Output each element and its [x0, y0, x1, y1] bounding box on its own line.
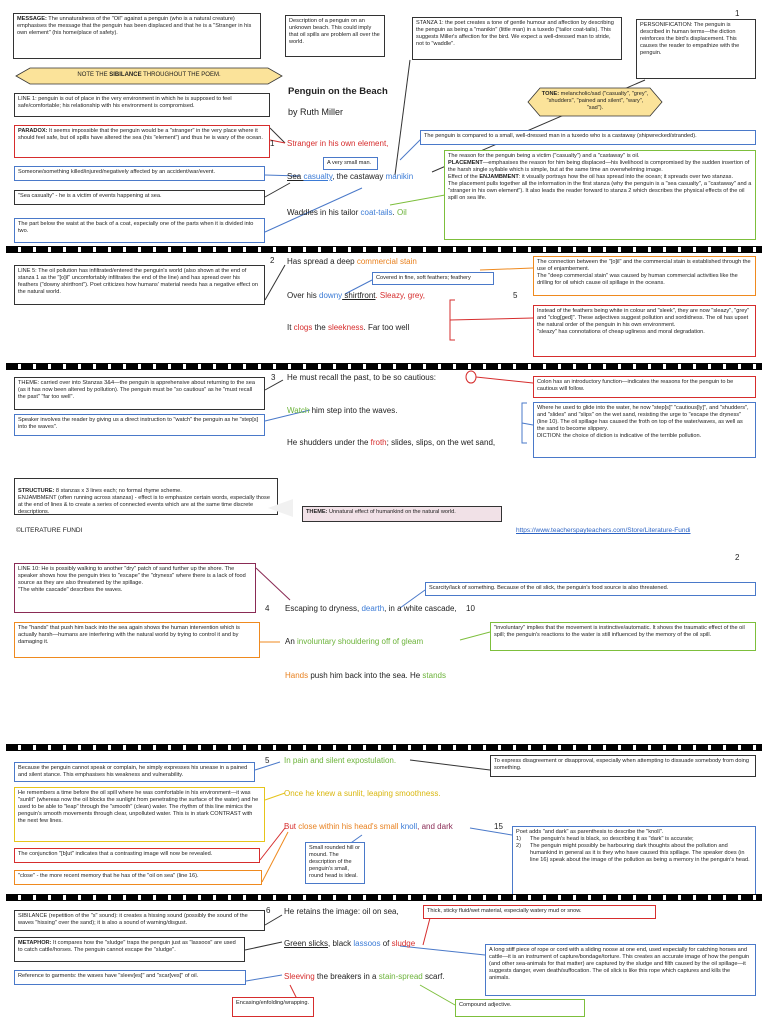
line-number-1: 1	[270, 139, 275, 148]
message-label: MESSAGE:	[17, 16, 47, 22]
poem-line-4: Has spread a deep commercial stain	[287, 257, 417, 266]
downy-definition: Covered in fine, soft feathers; feathery	[372, 272, 494, 285]
line-number-5: 5	[513, 291, 518, 300]
poem-line-17: Green slicks, black lassoos of sludge	[284, 939, 416, 948]
paradox-note: PARADOX: It seems impossible that the penguin would be a "stranger" in the very place where it should feel safe, but oil spills have altered the sea (his "element") and thus he is wary of the ocean.	[14, 125, 270, 158]
casualty-definition: Someone/something killed/injured/negatively affected by an accident/war/event.	[14, 166, 265, 181]
poem-title: Penguin on the Beach	[288, 86, 388, 97]
poem-line-10: Escaping to dryness, dearth, in a white cascade,	[285, 604, 457, 613]
poem-author: by Ruth Miller	[288, 107, 344, 117]
line-number-10: 10	[466, 604, 475, 613]
copyright-text: ©LITERATURE FUNDI	[16, 527, 83, 534]
connection-note: The connection between the "[o]il" and the commercial stain is established through the use of enjambement. The "deep commercial stain" was caused by human commercial activities like the drilling for oil which cause oil spillage in the oceans.	[533, 256, 756, 296]
page-number-1: 1	[735, 9, 740, 18]
expostulation-definition: To express disagreement or disapproval, especially when attempting to dissuade somebody from doing something.	[490, 755, 756, 777]
oil-reason-note: The reason for the penguin being a victim ("casualty") and a "castaway" is oil. PLACEMENT—emphasises the reason for him being displaced—his livelihood is compromised by the sudden insertion of the harsh single syllable which is simple, but at the same time an overwhelming image. Effect of the ENJAMBMENT: it visually portrays how the oil has spread into the ocean; it spreads over two stanzas. The placement pulls together all the information in the first stanza (why the penguin is a "sea casualty", a "castaway" and a "stranger in his own element"). It also leads the reader forward to stanza 2 which describes the physical effects of the oil spill on sea life.	[444, 150, 756, 240]
poem-line-9: He shudders under the froth; slides, slips, on the wet sand,	[287, 438, 496, 447]
divider-strip	[6, 363, 762, 370]
poem-line-2: Sea casualty, the castaway manikin	[287, 172, 414, 181]
dearth-definition: Scarcity/lack of something. Because of the oil slick, the penguin's food source is also threatened.	[425, 582, 756, 596]
poem-line-6: It clogs the sleekness. Far too well	[287, 323, 410, 332]
sea-casualty-note: "Sea casualty" - he is a victim of events happening at sea.	[14, 190, 265, 205]
parenthesis-note: Poet adds "and dark" as parenthesis to describe the "knoll". 1) The penguin's head is black, so describing it as "dark" is accurate; 2) The penguin might possibly be harbouring dark thoughts about the pollution and humankind in general as it is they who have caused this spillage. The speaker does (in line 16) speak about the image of the pollution as being a memory in the penguin's head.	[512, 826, 756, 896]
manikin-definition: A very small man.	[323, 157, 378, 170]
sibilance-banner: NOTE THE SIBILANCE THROUGHOUT THE POEM.	[77, 72, 221, 78]
tone-banner: TONE: melancholic/sad ("casualty", "grey", "shudders", "pained and silent", "wary", "sad").	[541, 91, 649, 111]
divider-strip	[6, 246, 762, 253]
poem-line-18: Sleeving the breakers in a stain-spread scarf.	[284, 972, 445, 981]
line10-note: LINE 10: He is possibly walking to another "dry" patch of sand further up the shore. The speaker shows how the penguin tries to "escape" the "dryness" where there is a lack of food source as they are also threatened by the spillage. "The white cascade" describes the waves.	[14, 563, 256, 613]
description-callout: Description of a penguin on an unknown beach. This could imply that oil spills are problem all over the world.	[285, 15, 385, 57]
theme-statement: THEME: Unnatural effect of humankind on the natural world.	[302, 506, 502, 522]
sludge-definition: Thick, sticky fluid/wet material, especially watery mud or snow.	[423, 905, 656, 919]
knoll-definition: Small rounded hill or mound. The description of the penguin's small, round head is ideal.	[305, 842, 365, 884]
poem-line-3: Waddles in his tailor coat-tails. Oil	[287, 208, 407, 217]
structure-note: STRUCTURE: 8 stanzas x 3 lines each; no formal rhyme scheme. ENJAMBMENT (often running across stanzas) - effect is to emphasize certain words, especially those at the end of lines & to create a series of connected events which are at the same time discrete descriptions.	[14, 478, 278, 515]
divider-strip	[6, 744, 762, 751]
sleeving-definition: Encasing/enfolding/wrapping.	[232, 997, 314, 1017]
poem-line-8: Watch him step into the waves.	[287, 406, 398, 415]
poem-line-14: Once he knew a sunlit, leaping smoothness.	[284, 789, 441, 798]
poem-line-11: An involuntary shouldering off of gleam	[285, 637, 424, 646]
line-number-5b: 5	[265, 756, 270, 765]
line-number-6: 6	[266, 906, 271, 915]
poem-line-15: But close within his head's small knoll, and dark	[284, 822, 453, 831]
speaker-note: Speaker involves the reader by giving us a direct instruction to "watch" the penguin as he "step[s] into the waves".	[14, 414, 265, 436]
sibilance-note: SIBILANCE (repetition of the "s" sound): it creates a hissing sound (possibly the sound of the waves "hissing" over the sand); it is also a sound of warning/disgust.	[14, 910, 265, 931]
compound-adjective-note: Compound adjective.	[455, 999, 585, 1017]
stanza1-callout: STANZA 1: the poet creates a tone of gentle humour and affection by describing the penguin as being a "manikin" (little man) in a tuxedo ("tailor coat-tails). This suggests Miller's affection for the bird. We expect a well-dressed man to stride, not to "waddle".	[412, 17, 622, 60]
poem-line-16: He retains the image: oil on sea,	[284, 907, 399, 916]
comparison-note: The penguin is compared to a small, well-dressed man in a tuxedo who is a castaway (shipwrecked/stranded).	[420, 130, 756, 145]
message-text: The unnaturalness of the "Oil" against a penguin (who is a natural creature) emphasises the message that the penguin has been displaced and that he is a "Stranger in his own element" (his home/place of safety).	[17, 16, 252, 36]
close-note: "close" - the more recent memory that he has of the "oil on sea" (line 16).	[14, 870, 262, 885]
garments-note: Reference to garments: the waves have "sleev[es]" and "scar[ves]" of oil.	[14, 970, 246, 985]
divider-strip	[6, 894, 762, 901]
hands-note: The "hands" that push him back into the sea again shows the human intervention which is actually harsh—humans are interfering with the natural world by trying to control it and by damaging it.	[14, 622, 260, 658]
lassoo-definition: A long stiff piece of rope or cord with a sliding noose at one end, used especially for catching horses and cattle—it is an instrument of capture/bondage/torture. This creates an accurate image of how the penguin (and other sea-animals for that matter) are captured by the sludge and filth caused by the oil spillage—it suggests danger, even death/suffocation. The oil slick is like this rope which captures and kills the animals.	[485, 944, 756, 996]
personification-callout: PERSONIFICATION: The penguin is described in human terms—the diction reinforces the bird's displacement. This causes the reader to empathize with the penguin.	[636, 19, 756, 79]
store-link[interactable]: https://www.teacherspayteachers.com/Store/Literature-Fundi	[516, 527, 691, 534]
colon-note: Colon has an introductory function—indicates the reasons for the penguin to be cautious will follow.	[533, 376, 756, 398]
poem-line-12: Hands push him back into the sea. He stands	[285, 671, 446, 680]
conjunction-note: The conjunction "[b]ut" indicates that a contrasting image will now be revealed.	[14, 848, 260, 863]
line-number-15: 15	[494, 822, 503, 831]
silence-note: Because the penguin cannot speak or complain, he simply expresses his unease in a pained and silent stance. This emphasises his weakness and vulnerability.	[14, 762, 255, 782]
line-number-3: 3	[271, 373, 276, 382]
line1-note: LINE 1: penguin is out of place in the very environment in which he is supposed to feel safe/comfortable; his relationship with his environment is compromised.	[14, 93, 270, 117]
metaphor-note: METAPHOR: It compares how the "sludge" traps the penguin just as "lassoos" are used to catch cattle/horses. The penguin cannot escape the "sludge".	[14, 937, 245, 962]
coat-tails-definition: The part below the waist at the back of a coat, especially one of the parts when it is divided into two.	[14, 218, 265, 243]
line5-note: LINE 5: The oil pollution has infiltrated/entered the penguin's world (also shown at the end of stanza 1 as the "[o]il" uncomfortably infiltrates the end of the line) and has spread over his feathers ("downy shirtfront"). Poet criticizes how humans' material needs has a negative effect on the natural world.	[14, 265, 265, 305]
poem-line-13: In pain and silent expostulation.	[284, 756, 397, 765]
theme-arrow	[268, 499, 293, 517]
message-callout	[13, 13, 261, 59]
feathers-note: Instead of the feathers being white in colour and "sleek", they are now "sleazy", "grey" and "clog[ged]". These adjectives suggest pollution and sordidness. The oil has upset the natural order of the penguin in his own environment. "sleazy" has connotations of cheap ugliness and moral degradation.	[533, 305, 756, 357]
slippery-note: Where he used to glide into the water, he now "step[s]" "cautious[ly]", and "shudders", and "slides" and "slips" on the wet sand, resisting the urge to "escape the dryness" (line 10). The oil spillage has caused the froth on top of the water/waves, as well as the sand to become slippery. DICTION: the choice of diction is indicative of the terrible pollution.	[533, 402, 756, 458]
poem-line-1: Stranger in his own element,	[287, 139, 389, 148]
involuntary-note: "involuntary" implies that the movement is instinctive/automatic. It shows the traumatic effect of the oil spill; the penguin's reactions to the water is still influenced by the memory of the oil spill.	[490, 622, 756, 651]
poem-line-7: He must recall the past, to be so cautious:	[287, 373, 436, 382]
line-number-2: 2	[270, 256, 275, 265]
theme-note: THEME: carried over into Stanzas 3&4—the penguin is apprehensive about returning to the sea (as it has now been altered by pollution). The penguin must be "so cautious" as he "must recall the past" "far too well".	[14, 377, 265, 410]
poem-line-5: Over his downy shirtfront. Sleazy, grey,	[287, 291, 425, 300]
page-number-2: 2	[735, 553, 740, 562]
memory-note: He remembers a time before the oil spill where he was comfortable in his environment—it was "sunlit" (whereas now the oil blocks the sunlight from penetrating the surface of the water) and he used to be able to "leap" through the "smooth" (clean) water. The rhythm of this line mimics the penguin's smooth movements through clear, unpolluted water. This is in stark CONTRAST with the next few lines.	[14, 787, 265, 842]
line-number-4: 4	[265, 604, 270, 613]
